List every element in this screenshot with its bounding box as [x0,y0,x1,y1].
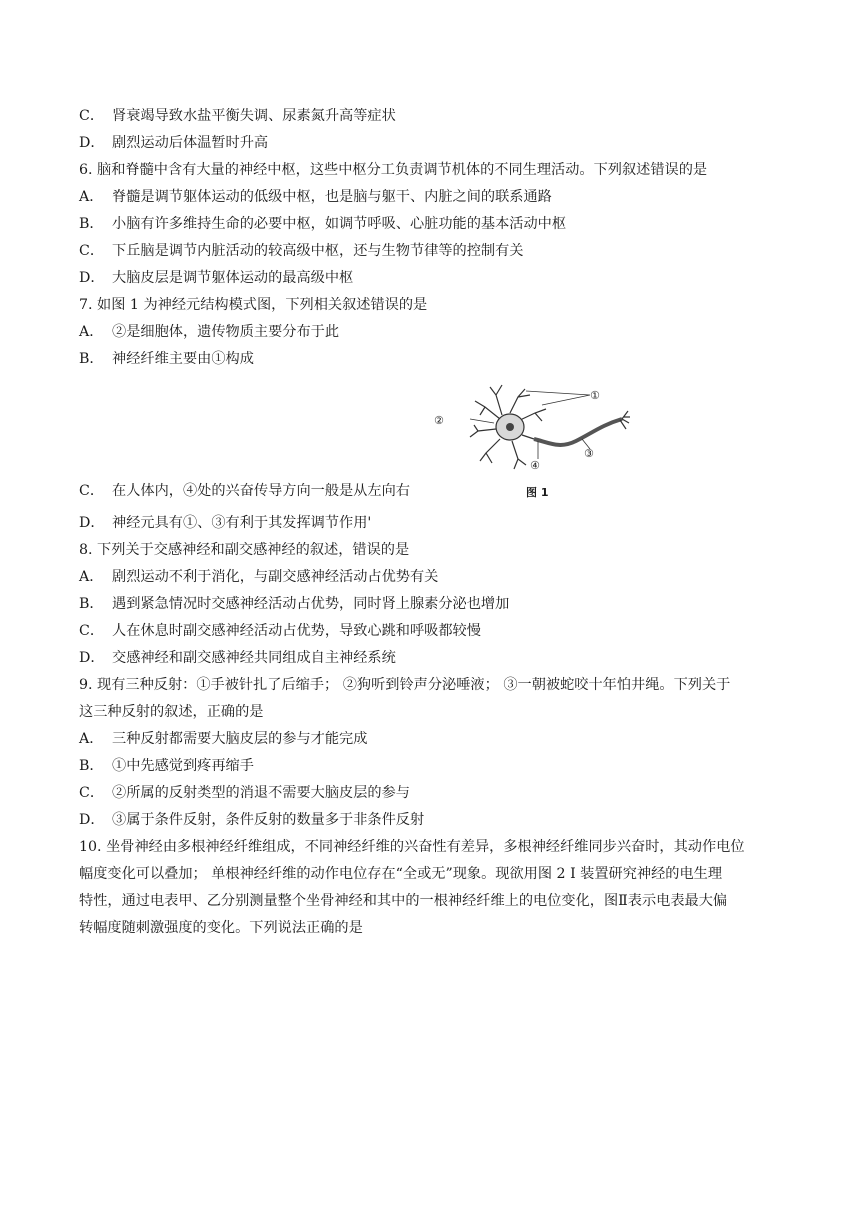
question-10-cont-3: 转幅度随刺激强度的变化。下列说法正确的是 [79,920,363,936]
line-q7b [79,349,254,369]
option-text: 剧烈运动后体温暂时升高 [112,135,269,151]
option-key: D． [79,812,105,828]
option-text: 剧烈运动不利于消化，与副交感神经活动占优势有关 [112,569,439,585]
line-q7d [79,513,371,533]
option-text: 大脑皮层是调节躯体运动的最高级中枢 [112,270,354,286]
option-text: 肾衰竭导致水盐平衡失调、尿素氮升高等症状 [112,108,396,124]
question-6: 6. 脑和脊髓中含有大量的神经中枢，这些中枢分工负责调节机体的不同生理活动。下列叙述错误的是 [79,162,708,178]
option-text: 在人体内，④处的兴奋传导方向一般是从左向右 [112,483,410,499]
option-key: B． [79,758,104,774]
line-q8c [79,621,481,641]
line-q9c [79,783,410,803]
option-key: B． [79,596,104,612]
option-text: 神经元具有①、③有利于其发挥调节作用' [112,515,372,531]
label-4: ④ [530,459,540,472]
line-q7a [79,322,339,342]
option-key: C． [79,483,105,499]
option-text: ②所属的反射类型的消退不需要大脑皮层的参与 [112,785,410,801]
option-key: A． [79,731,104,747]
label-1: ① [590,389,600,402]
label-3: ③ [584,447,594,460]
option-text: 遇到紧急情况时交感神经活动占优势，同时肾上腺素分泌也增加 [112,596,510,612]
option-text: 人在休息时副交感神经活动占优势，导致心跳和呼吸都较慢 [112,623,481,639]
line-q6a [79,187,552,207]
option-text: ③属于条件反射，条件反射的数量多于非条件反射 [112,812,425,828]
option-key: A． [79,324,104,340]
line-q9b [79,756,254,776]
line-q6d [79,268,353,288]
question-9: 9. 现有三种反射：①手被针扎了后缩手； ②狗听到铃声分泌唾液； ③一朝被蛇咬十年怕井绳。下列关于 [79,677,731,693]
option-key: A． [79,569,104,585]
option-text: 小脑有许多维持生命的必要中枢，如调节呼吸、心脏功能的基本活动中枢 [112,216,567,232]
option-key: C． [79,108,105,124]
option-key: A． [79,189,104,205]
line-q6c [79,241,523,261]
label-2: ② [434,414,444,427]
neuron-diagram [430,377,630,497]
option-key: D． [79,650,105,666]
question-8: 8. 下列关于交感神经和副交感神经的叙述，错误的是 [79,542,410,558]
line-q9a [79,729,367,749]
line-q8b [79,594,509,614]
option-key: C． [79,785,105,801]
option-key: C． [79,243,105,259]
option-key: B． [79,351,104,367]
line-q5c [79,106,396,126]
line-q8a [79,567,438,587]
option-text: 三种反射都需要大脑皮层的参与才能完成 [112,731,368,747]
line-q9d [79,810,424,830]
option-key: C． [79,623,105,639]
line-q7c [79,481,410,501]
option-text: ②是细胞体，遗传物质主要分布于此 [112,324,340,340]
question-10-cont-1: 幅度变化可以叠加； 单根神经纤维的动作电位存在“全或无”现象。现欲用图 2 Ⅰ 装置研究神经的电生理 [79,866,723,882]
option-key: D． [79,270,105,286]
neuron-figure [430,377,630,497]
line-q6b [79,214,566,234]
option-text: 下丘脑是调节内脏活动的较高级中枢，还与生物节律等的控制有关 [112,243,524,259]
line-q8d [79,648,396,668]
question-7: 7. 如图 1 为神经元结构模式图，下列相关叙述错误的是 [79,297,428,313]
option-key: D． [79,135,105,151]
option-text: 脊髓是调节躯体运动的低级中枢，也是脑与躯干、内脏之间的联系通路 [112,189,552,205]
option-text: 神经纤维主要由①构成 [112,351,254,367]
option-text: ①中先感觉到疼再缩手 [112,758,254,774]
question-10-cont-2: 特性，通过电表甲、乙分别测量整个坐骨神经和其中的一根神经纤维上的电位变化，图Ⅱ表示电表最大偏 [79,893,728,909]
question-10: 10. 坐骨神经由多根神经纤维组成，不同神经纤维的兴奋性有差异，多根神经纤维同步兴奋时，其动作电位 [79,839,745,855]
option-key: D． [79,515,105,531]
option-key: B． [79,216,104,232]
question-9-cont: 这三种反射的叙述，正确的是 [79,704,264,720]
figure-caption: 图 1 [526,486,549,499]
option-text: 交感神经和副交感神经共同组成自主神经系统 [112,650,396,666]
line-q5d [79,133,268,153]
